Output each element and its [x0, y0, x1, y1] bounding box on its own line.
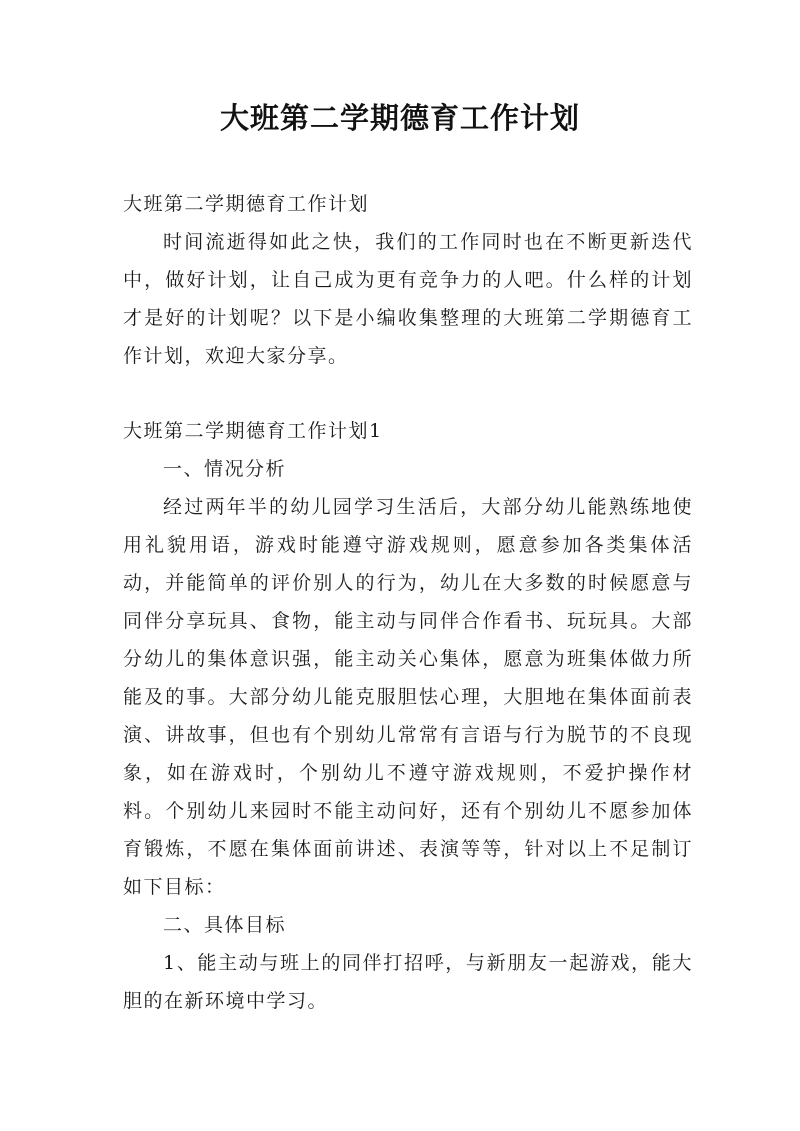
intro-paragraph: 时间流逝得如此之快，我们的工作同时也在不断更新迭代中，做好计划，让自己成为更有竞争力的人吧。什么样的计划才是好的计划呢？以下是小编收集整理的大班第二学期德育工作计划，欢迎大家分享。 — [123, 231, 693, 367]
goal-item-1: 1、能主动与班上的同伴打招呼，与新朋友一起游戏，能大胆的在新环境中学习。 — [123, 952, 693, 1012]
section-1-heading: 大班第二学期德育工作计划1 — [123, 420, 383, 442]
intro-heading: 大班第二学期德育工作计划 — [123, 193, 370, 215]
situation-analysis-paragraph: 经过两年半的幼儿园学习生活后，大部分幼儿能熟练地使用礼貌用语，游戏时能遵守游戏规则，愿意参加各类集体活动，并能简单的评价别人的行为，幼儿在大多数的时候愿意与同伴分享玩具、食物，能主动与同伴合作看书、玩玩具。大部分幼儿的集体意识强，能主动关心集体，愿意为班集体做力所能及的事。大部分幼儿能克服胆怯心理，大胆地在集体面前表演、讲故事，但也有个别幼儿常常有言语与行为脱节的不良现象，如在游戏时，个别幼儿不遵守游戏规则，不爱护操作材料。个别幼儿来园时不能主动问好，还有个别幼儿不愿参加体育锻炼，不愿在集体面前讲述、表演等等，针对以上不足制订如下目标： — [123, 496, 693, 898]
section-1-block — [123, 412, 693, 1020]
document-title: 大班第二学期德育工作计划 — [219, 101, 580, 135]
specific-goals-heading: 二、具体目标 — [163, 914, 287, 936]
situation-analysis-heading: 一、情况分析 — [163, 458, 287, 480]
intro-block — [123, 185, 693, 375]
